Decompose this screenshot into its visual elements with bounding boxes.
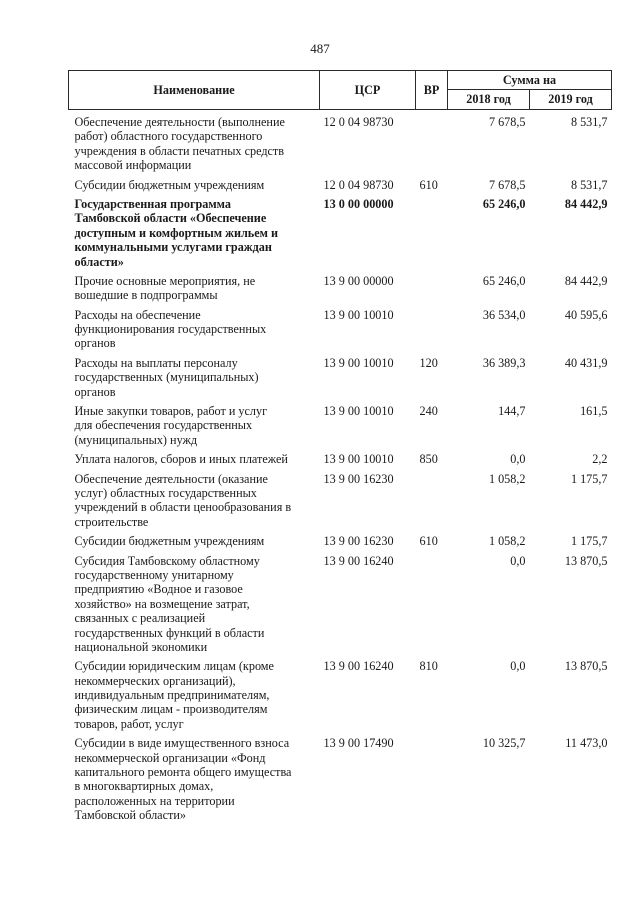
row-vr: 610 [419, 177, 438, 192]
row-name: Расходы на обеспечение функционирования государственных органов [74, 307, 267, 351]
row-sum-2019: 84 442,9 [564, 273, 608, 288]
table-row [69, 173, 612, 192]
row-vr: 120 [419, 355, 438, 370]
row-sum-2018: 1 058,2 [488, 471, 526, 486]
row-name: Уплата налогов, сборов и иных платежей [74, 452, 288, 467]
table-row [69, 269, 612, 303]
row-sum-2019: 161,5 [580, 404, 608, 419]
row-vr [416, 110, 448, 173]
row-sum-2019: 1 175,7 [570, 471, 608, 486]
row-sum-2018: 65 246,0 [482, 273, 526, 288]
row-csr: 13 9 00 16240 [323, 553, 394, 568]
header-name: Наименование [69, 71, 320, 110]
row-vr: 240 [419, 404, 438, 419]
row-csr: 12 0 04 98730 [323, 115, 394, 129]
row-csr: 13 9 00 00000 [323, 273, 394, 288]
table-row [69, 399, 612, 447]
row-sum-2018: 36 534,0 [482, 307, 526, 322]
row-sum-2019: 13 870,5 [564, 659, 608, 674]
row-vr [416, 192, 448, 269]
row-vr [416, 303, 448, 351]
table-row [69, 447, 612, 466]
header-year-2018: 2018 год [448, 90, 530, 110]
row-vr: 610 [419, 534, 438, 549]
row-vr [416, 549, 448, 655]
row-csr: 13 9 00 16230 [323, 471, 394, 486]
row-vr [416, 731, 448, 822]
row-csr: 13 9 00 10010 [323, 307, 394, 322]
table-row [69, 654, 612, 731]
row-name: Обеспечение деятельности (выполнение работ) областного государственного учреждения в области печатных средств массовой информации [74, 115, 285, 173]
row-name: Субсидия Тамбовскому областному государственному унитарному предприятию «Водное и газовое хозяйство» на возмещение затрат, связанных с реализацией государственных функций в области национальной экономики [74, 553, 265, 654]
page-number: 487 [310, 41, 330, 56]
row-sum-2019: 8 531,7 [570, 115, 608, 129]
row-sum-2018: 36 389,3 [482, 355, 526, 370]
row-name: Субсидии в виде имущественного взноса некоммерческой организации «Фонд капитального ремонта общего имущества в многоквартирных домах, расположенных на территории Тамбовской области» [74, 736, 292, 823]
row-csr: 13 0 00 00000 [323, 196, 394, 211]
row-sum-2018: 10 325,7 [482, 736, 526, 751]
row-sum-2019: 11 473,0 [565, 736, 608, 751]
row-sum-2018: 7 678,5 [488, 177, 526, 192]
table-row [69, 351, 612, 399]
row-name: Расходы на выплаты персоналу государственных (муниципальных) органов [74, 355, 259, 399]
row-name: Субсидии бюджетным учреждениям [74, 177, 265, 192]
row-name: Прочие основные мероприятия, не вошедшие в подпрограммы [74, 273, 256, 303]
row-sum-2018: 0,0 [510, 659, 526, 674]
row-csr: 13 9 00 16240 [323, 659, 394, 674]
row-name: Субсидии юридическим лицам (кроме некоммерческих организаций), индивидуальным предпринимателям, физическим лицам - производителям товаров, работ, услуг [74, 659, 274, 731]
header-csr: ЦСР [320, 71, 416, 110]
row-vr: 850 [419, 452, 438, 467]
row-sum-2018: 1 058,2 [488, 534, 526, 549]
row-vr: 810 [419, 659, 438, 674]
header-sum: Сумма на [448, 71, 612, 90]
row-csr: 13 9 00 10010 [323, 355, 394, 370]
row-sum-2019: 2,2 [592, 452, 608, 467]
table-row [69, 529, 612, 548]
header-year-2019: 2019 год [530, 90, 612, 110]
row-sum-2018: 0,0 [510, 553, 526, 568]
row-vr [416, 467, 448, 530]
table-row [69, 731, 612, 822]
row-csr: 13 9 00 10010 [323, 404, 394, 419]
row-name: Государственная программа Тамбовской области «Обеспечение доступным и комфортным жильем и коммунальными услугами граждан области» [74, 196, 279, 269]
row-csr: 13 9 00 10010 [323, 452, 394, 467]
row-sum-2018: 144,7 [498, 404, 526, 419]
row-sum-2019: 84 442,9 [564, 196, 608, 211]
row-vr [416, 269, 448, 303]
row-csr: 13 9 00 17490 [323, 736, 394, 751]
table-row [69, 110, 612, 173]
budget-table [68, 70, 612, 823]
header-vr: ВР [416, 71, 448, 110]
row-sum-2018: 65 246,0 [482, 196, 526, 211]
row-sum-2018: 7 678,5 [488, 115, 526, 129]
row-sum-2018: 0,0 [510, 452, 526, 467]
row-csr: 13 9 00 16230 [323, 534, 394, 549]
row-name: Иные закупки товаров, работ и услуг для обеспечения государственных (муниципальных) нужд [74, 404, 268, 447]
row-name: Обеспечение деятельности (оказание услуг) областных государственных учреждений в области ценообразования в строительстве [74, 471, 292, 529]
table-row [69, 303, 612, 351]
row-sum-2019: 40 431,9 [564, 355, 608, 370]
row-sum-2019: 40 595,6 [564, 307, 608, 322]
row-sum-2019: 1 175,7 [570, 534, 608, 549]
row-sum-2019: 8 531,7 [570, 177, 608, 192]
row-csr: 12 0 04 98730 [323, 177, 394, 192]
table-row-program [69, 192, 612, 269]
table-row [69, 549, 612, 655]
row-sum-2019: 13 870,5 [564, 553, 608, 568]
table-row [69, 467, 612, 530]
row-name: Субсидии бюджетным учреждениям [74, 534, 265, 549]
